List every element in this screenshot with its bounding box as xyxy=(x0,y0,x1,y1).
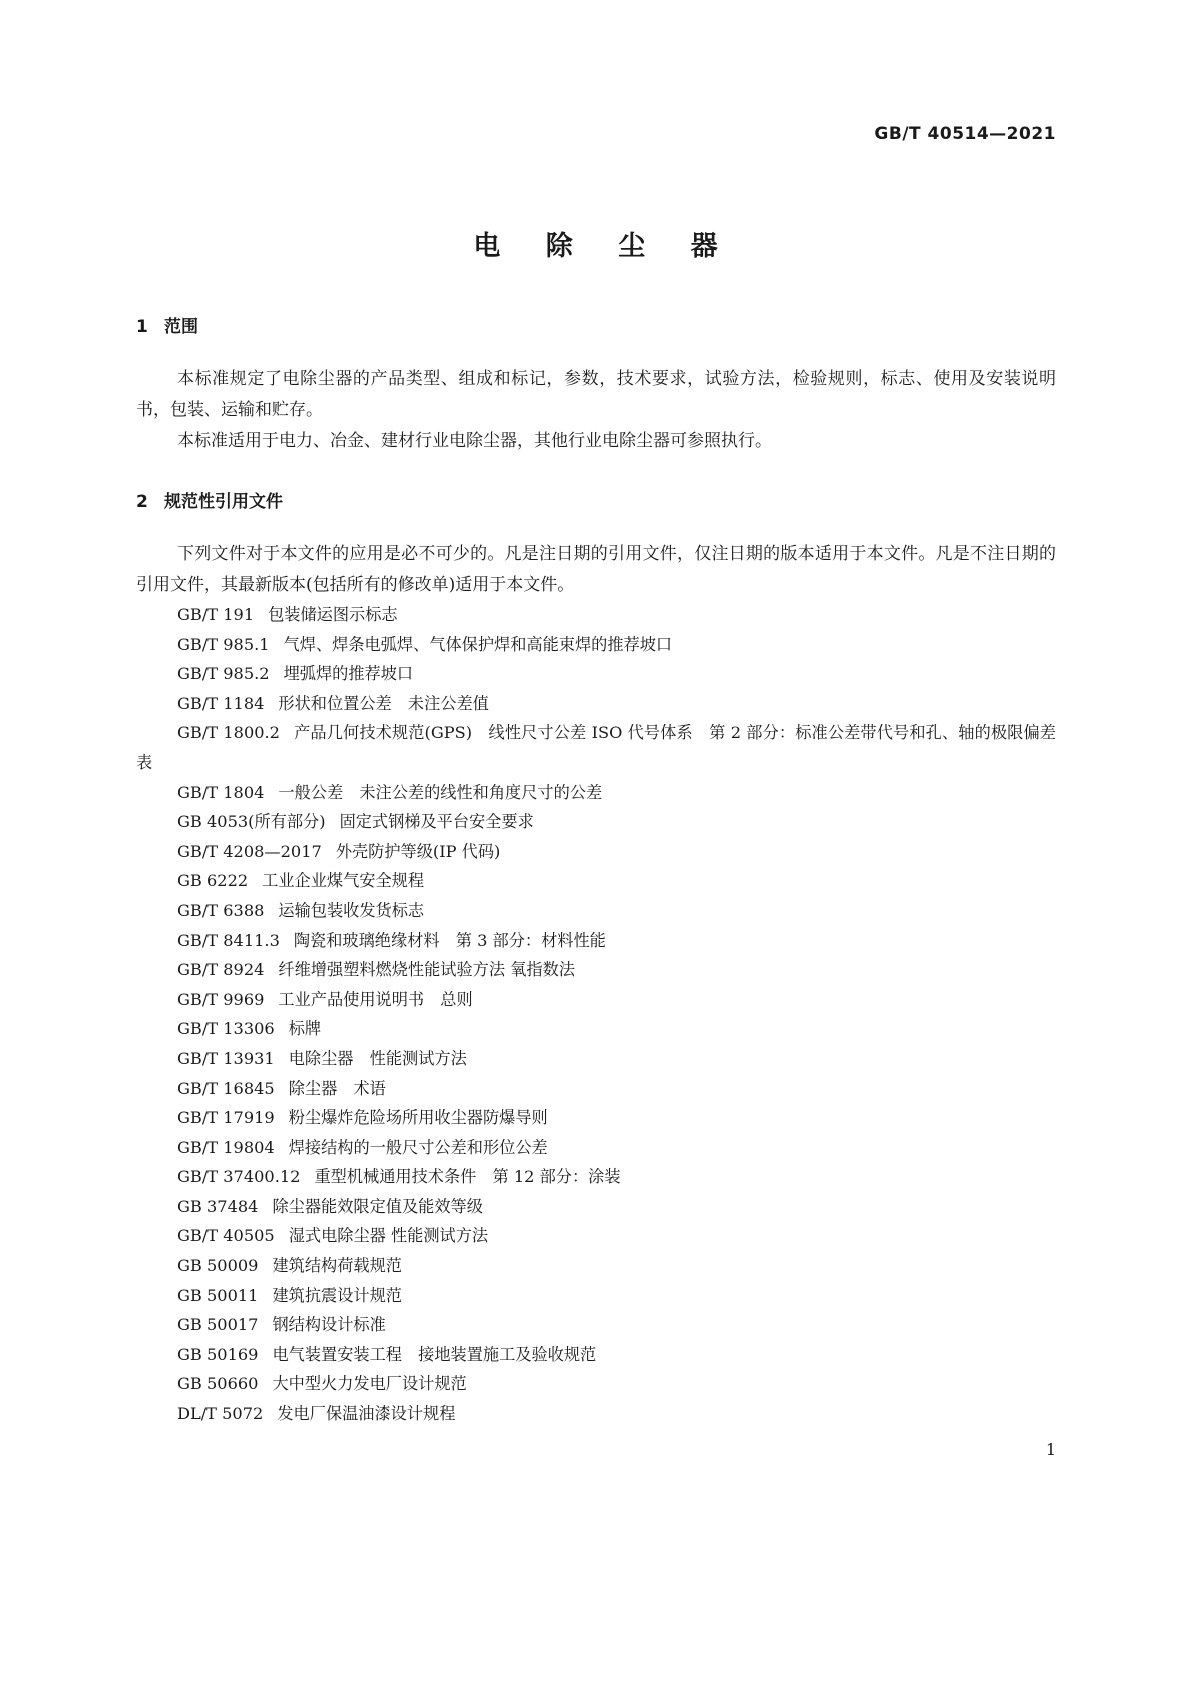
reference-item xyxy=(136,866,1056,896)
reference-title: 纤维增强塑料燃烧性能试验方法 氧指数法 xyxy=(278,960,575,980)
reference-code: GB/T 1804 xyxy=(177,782,265,802)
reference-title: 工业产品使用说明书 总则 xyxy=(278,989,473,1009)
reference-title: 运输包装收发货标志 xyxy=(278,900,425,920)
section-2-title: 规范性引用文件 xyxy=(164,492,283,512)
document-title: 电 除 尘 器 xyxy=(473,231,736,262)
reference-code: GB 50011 xyxy=(177,1285,259,1305)
reference-item xyxy=(136,1133,1056,1163)
reference-code: GB/T 8411.3 xyxy=(177,930,280,950)
reference-code: GB/T 17919 xyxy=(177,1108,275,1128)
reference-title: 包装储运图示标志 xyxy=(268,605,398,624)
reference-title: 湿式电除尘器 性能测试方法 xyxy=(288,1226,489,1246)
reference-title: 焊接结构的一般尺寸公差和形位公差 xyxy=(288,1137,548,1157)
reference-code: GB/T 13306 xyxy=(177,1019,275,1039)
reference-title: 除尘器能效限定值及能效等级 xyxy=(272,1196,483,1216)
section-1-title: 范围 xyxy=(164,317,198,337)
section-1-number: 1 xyxy=(136,317,148,337)
reference-code: GB/T 40505 xyxy=(177,1226,275,1246)
reference-code: GB/T 16845 xyxy=(177,1078,275,1098)
reference-title: 除尘器 术语 xyxy=(288,1078,386,1098)
reference-item xyxy=(136,630,1056,660)
reference-item xyxy=(136,1251,1056,1281)
reference-title: 电除尘器 性能测试方法 xyxy=(288,1048,467,1068)
reference-item xyxy=(136,837,1056,867)
section-2-heading xyxy=(136,487,283,512)
reference-item xyxy=(136,1074,1056,1104)
reference-title: 建筑结构荷载规范 xyxy=(272,1256,402,1276)
reference-code: GB 50660 xyxy=(177,1374,259,1394)
reference-title: 发电厂保温油漆设计规程 xyxy=(277,1404,456,1424)
reference-code: DL/T 5072 xyxy=(177,1404,264,1424)
reference-item xyxy=(136,1221,1056,1251)
reference-title: 工业企业煤气安全规程 xyxy=(262,871,425,891)
reference-item xyxy=(136,1399,1056,1429)
reference-code: GB 6222 xyxy=(177,871,249,891)
reference-item xyxy=(136,1014,1056,1044)
reference-item xyxy=(136,896,1056,926)
reference-title: 陶瓷和玻璃绝缘材料 第 3 部分：材料性能 xyxy=(293,930,606,950)
reference-code: GB 50169 xyxy=(177,1344,259,1364)
reference-item xyxy=(136,659,1056,689)
reference-title: 电气装置安装工程 接地装置施工及验收规范 xyxy=(272,1344,597,1364)
reference-title: 气焊、焊条电弧焊、气体保护焊和高能束焊的推荐坡口 xyxy=(283,634,673,654)
reference-item xyxy=(136,955,1056,985)
reference-title: 产品几何技术规范(GPS) 线性尺寸公差 ISO 代号体系 第 2 部分：标准公差带代号和孔、轴的极限偏差表 xyxy=(136,723,1056,772)
standard-code: GB/T 40514—2021 xyxy=(874,124,1056,144)
reference-title: 标牌 xyxy=(288,1019,322,1039)
page-number: 1 xyxy=(1045,1440,1056,1459)
reference-code: GB/T 191 xyxy=(177,605,255,624)
reference-code: GB 50017 xyxy=(177,1315,259,1335)
reference-code: GB/T 19804 xyxy=(177,1137,275,1157)
reference-title: 一般公差 未注公差的线性和角度尺寸的公差 xyxy=(278,782,603,802)
reference-code: GB/T 1800.2 xyxy=(177,723,280,743)
reference-item xyxy=(136,1310,1056,1340)
reference-code: GB/T 37400.12 xyxy=(177,1167,301,1187)
section-2-number: 2 xyxy=(136,492,148,512)
reference-item xyxy=(136,1044,1056,1074)
reference-title: 钢结构设计标准 xyxy=(272,1315,386,1335)
reference-code: GB/T 1184 xyxy=(177,693,265,713)
reference-code: GB 50009 xyxy=(177,1256,259,1276)
reference-item xyxy=(136,778,1056,808)
reference-title: 大中型火力发电厂设计规范 xyxy=(272,1374,467,1394)
reference-code: GB/T 8924 xyxy=(177,960,265,980)
reference-item xyxy=(136,807,1056,837)
reference-title: 重型机械通用技术条件 第 12 部分：涂装 xyxy=(314,1167,621,1187)
reference-code: GB/T 9969 xyxy=(177,989,265,1009)
section-1-paragraph: 本标准规定了电除尘器的产品类型、组成和标记，参数，技术要求，试验方法，检验规则，标志、使用及安装说明书，包装、运输和贮存。 xyxy=(136,369,1056,420)
reference-item xyxy=(136,1192,1056,1222)
reference-item xyxy=(136,1340,1056,1370)
reference-code: GB 37484 xyxy=(177,1196,259,1216)
reference-item xyxy=(136,1369,1056,1399)
reference-title: 形状和位置公差 未注公差值 xyxy=(278,693,489,713)
reference-code: GB 4053(所有部分) xyxy=(177,812,326,832)
reference-item xyxy=(136,1281,1056,1311)
reference-item xyxy=(136,985,1056,1015)
reference-title: 固定式钢梯及平台安全要求 xyxy=(339,812,534,832)
reference-code: GB/T 985.1 xyxy=(177,634,270,654)
reference-list xyxy=(136,600,1056,1429)
reference-item xyxy=(136,718,1056,777)
reference-code: GB/T 6388 xyxy=(177,900,265,920)
reference-item xyxy=(136,926,1056,956)
reference-item xyxy=(136,600,1056,630)
reference-title: 埋弧焊的推荐坡口 xyxy=(283,664,414,684)
section-2-intro-paragraph: 下列文件对于本文件的应用是必不可少的。凡是注日期的引用文件，仅注日期的版本适用于本文件。凡是不注日期的引用文件，其最新版本(包括所有的修改单)适用于本文件。 xyxy=(136,544,1056,595)
section-1-body xyxy=(136,364,1056,457)
section-1-heading xyxy=(136,312,198,337)
reference-code: GB/T 4208—2017 xyxy=(177,841,322,861)
reference-title: 建筑抗震设计规范 xyxy=(272,1285,402,1305)
reference-title: 外壳防护等级(IP 代码) xyxy=(335,841,501,861)
reference-item xyxy=(136,1162,1056,1192)
section-2-intro xyxy=(136,539,1056,601)
reference-code: GB/T 985.2 xyxy=(177,664,270,684)
reference-item xyxy=(136,1103,1056,1133)
reference-title: 粉尘爆炸危险场所用收尘器防爆导则 xyxy=(288,1108,548,1128)
reference-code: GB/T 13931 xyxy=(177,1048,275,1068)
reference-item xyxy=(136,689,1056,719)
section-1-paragraph: 本标准适用于电力、冶金、建材行业电除尘器，其他行业电除尘器可参照执行。 xyxy=(177,431,772,451)
